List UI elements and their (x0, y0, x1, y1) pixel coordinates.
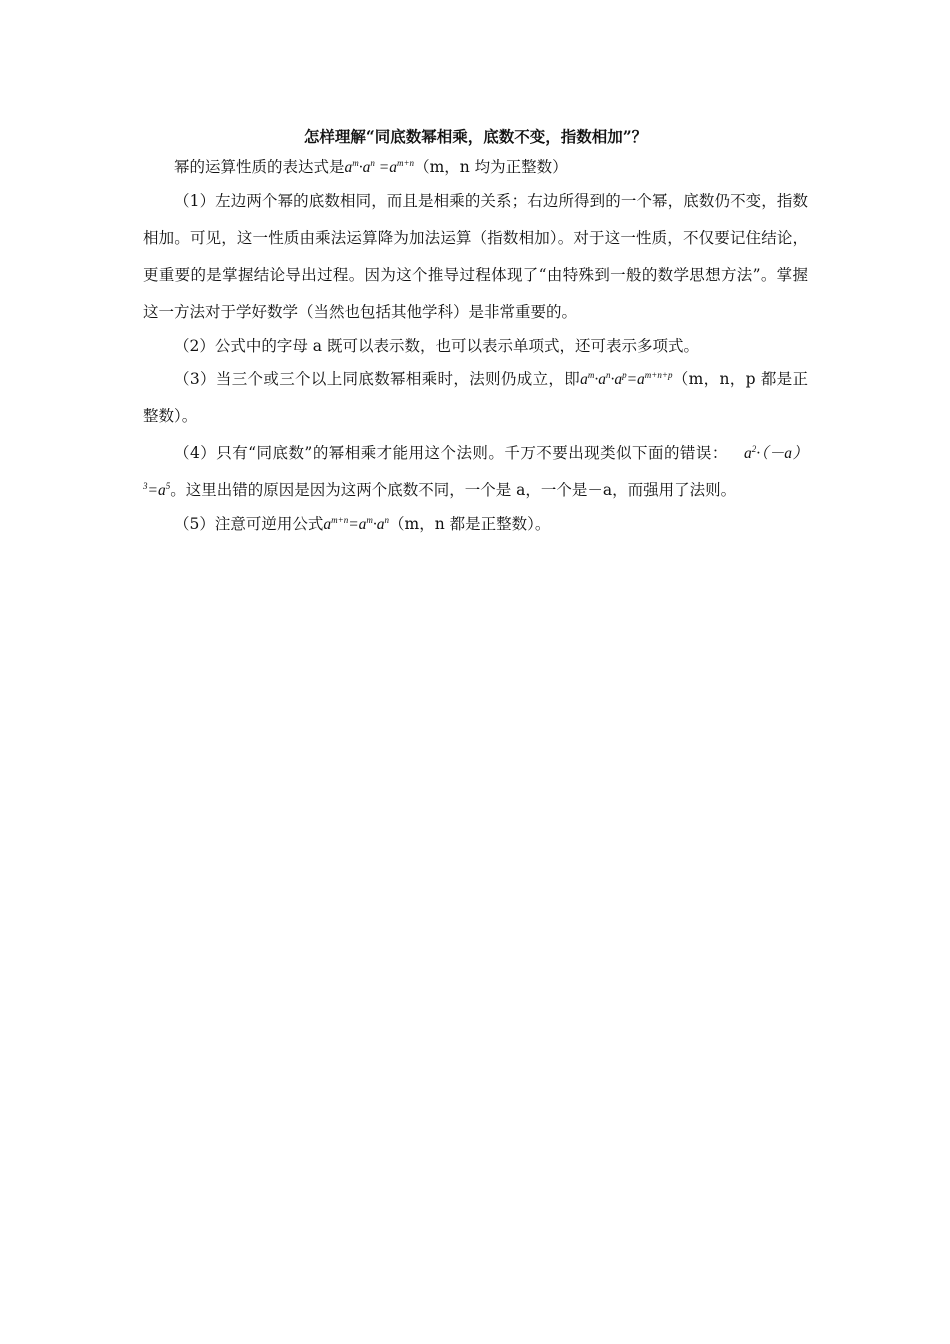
point-1-paragraph: （1）左边两个幂的底数相同，而且是相乘的关系；右边所得到的一个幂，底数仍不变，指数相加。可见，这一性质由乘法运算降为加法运算（指数相加）。对于这一性质，不仅要记住结论，更重要的是掌握结论导出过程。因为这个推导过程体现了“由特殊到一般的数学思想方法”。掌握这一方法对于学好数学（当然也包括其他学科）是非常重要的。 (143, 192, 808, 321)
intro-paragraph (143, 152, 808, 183)
point-5-formula: $a^{m+n}=a^m\cdot a^n$ (323, 515, 390, 533)
point-5-paragraph (143, 509, 808, 540)
point-3-tail: （m，n，p 都是正整数）。 (143, 370, 808, 425)
intro-formula: $a^m\cdot a^n =a^{m+n}$ (344, 158, 415, 176)
point-4-paragraph (143, 435, 808, 509)
intro-lead: 幂的运算性质的表达式是 (174, 158, 345, 176)
point-5-lead: （5）注意可逆用公式 (174, 515, 324, 533)
document-title: 怎样理解“同底数幂相乘，底数不变，指数相加”？ (303, 127, 648, 146)
point-4-tail: 。这里出错的原因是因为这两个底数不同，一个是 a，一个是－a，而强用了法则。 (170, 481, 737, 499)
point-5-tail: （m，n 都是正整数）。 (389, 515, 551, 533)
point-2-paragraph: （2）公式中的字母 a 既可以表示数，也可以表示单项式，还可表示多项式。 (174, 337, 699, 355)
point-3-paragraph (143, 361, 808, 435)
point-3-formula: $a^m\cdot a^n\cdot a^p=a^{m+n+p}$ (580, 370, 673, 388)
intro-tail: （m，n 均为正整数） (414, 158, 568, 176)
point-4-wrong-formula: $a^2\cdot(-a)^3=a^5$ (143, 444, 808, 499)
document-body (143, 124, 808, 540)
point-4-lead: （4）只有“同底数”的幂相乘才能用这个法则。千万不要出现类似下面的错误： (174, 444, 728, 462)
point-3-lead: （3）当三个或三个以上同底数幂相乘时，法则仍成立，即 (174, 370, 581, 388)
